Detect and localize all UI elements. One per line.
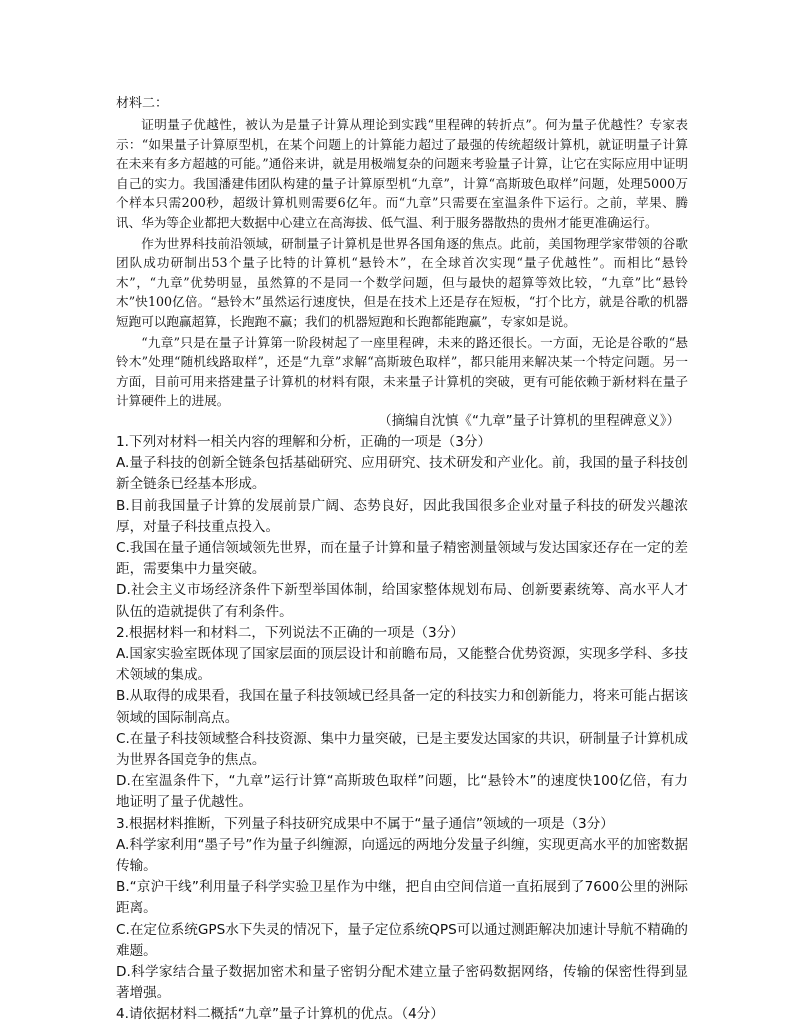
question-option-b: B.“京沪干线”利用量子科学实验卫星作为中继，把自由空间信道一直拓展到了7600公里的洲际距离。 [116, 879, 688, 917]
question-option-b: B.目前我国量子计算的发展前景广阔、态势良好，因此我国很多企业对量子科技的研发兴趣浓厚，对量子科技重点投入。 [116, 497, 688, 535]
question-option-d: D.社会主义市场经济条件下新型举国体制，给国家整体规划布局、创新要素统筹、高水平人才队伍的造就提供了有利条件。 [116, 582, 688, 620]
question-stem: 4.请依据材料二概括“九章”量子计算机的优点。（4分） [116, 1006, 444, 1023]
question-stem: 2.根据材料一和材料二，下列说法不正确的一项是（3分） [116, 624, 464, 641]
question-4 [116, 1004, 688, 1025]
question-3 [116, 814, 688, 1005]
question-stem: 1.下列对材料一相关内容的理解和分析，正确的一项是（3分） [116, 433, 492, 450]
question-1 [116, 432, 688, 623]
material-paragraph-2: 作为世界科技前沿领域，研制量子计算机是世界各国角逐的焦点。此前，美国物理学家带领的谷歌团队成功研制出53个量子比特的计算机“悬铃木”，在全球首次实现“量子优越性”。而相比“悬铃木”，“九章”优势明显，虽然算的不是同一个数学问题，但与最快的超算等效比较，“九章”比“悬铃木”快100亿倍。“悬铃木”虽然运行速度快，但是在技术上还是存在短板，“打个比方，就是谷歌的机器短跑可以跑赢超算，长跑跑不赢；我们的机器短跑和长跑都能跑赢”，专家如是说。 [116, 235, 688, 329]
question-option-a: A.国家实验室既体现了国家层面的顶层设计和前瞻布局，又能整合优势资源，实现多学科、多技术领域的集成。 [116, 645, 688, 684]
question-option-b: B.从取得的成果看，我国在量子科技领域已经具备一定的科技实力和创新能力，将来可能占据该领域的国际制高点。 [116, 688, 688, 726]
question-2 [116, 623, 688, 814]
question-option-c: C.在量子科技领域整合科技资源、集中力量突破，已是主要发达国家的共识，研制量子计算机成为世界各国竞争的焦点。 [116, 730, 688, 768]
question-option-d: D.在室温条件下，“九章”运行计算“高斯玻色取样”问题，比“悬铃木”的速度快100亿倍，有力地证明了量子优越性。 [116, 773, 688, 811]
material-paragraph-3: “九章”只是在量子计算第一阶段树起了一座里程碑，未来的路还很长。一方面，无论是谷歌的“悬铃木”处理“随机线路取样”，还是“九章”求解“高斯玻色取样”，都只能用来解决某一个特定问题。另一方面，目前可用来搭建量子计算机的材料有限，未来量子计算机的突破，更有可能依赖于新材料在量子计算硬件上的进展。 [116, 334, 688, 409]
question-option-a: A.量子科技的创新全链条包括基础研究、应用研究、技术研发和产业化。前，我国的量子科技创新全链条已经基本形成。 [116, 455, 688, 493]
question-stem: 3.根据材料推断，下列量子科技研究成果中不属于“量子通信”领域的一项是（3分） [116, 815, 614, 832]
material-heading: 材料二： [116, 96, 169, 111]
material-paragraph-1: 证明量子优越性，被认为是量子计算从理论到实践“里程碑的转折点”。何为量子优越性？专家表示：“如果量子计算原型机，在某个问题上的计算能力超过了最强的传统超级计算机，就证明量子计算在未来有多方超越的可能。”通俗来讲，就是用极端复杂的问题来考验量子计算，让它在实际应用中证明自己的实力。我国潘建伟团队构建的量子计算原型机“九章”，计算“高斯玻色取样”问题，处理5000万个样本只需200秒，超级计算机则需要6亿年。而“九章”只需要在室温条件下运行。之前，苹果、腾讯、华为等企业都把大数据中心建立在高海拔、低气温、利于服务器散热的贵州才能更准确运行。 [116, 117, 688, 230]
question-option-c: C.我国在量子通信领域领先世界，而在量子计算和量子精密测量领域与发达国家还存在一定的差距，需要集中力量突破。 [116, 539, 688, 578]
page-content [116, 94, 688, 1026]
question-option-a: A.科学家利用“墨子号”作为量子纠缠源，向遥远的两地分发量子纠缠，实现更高水平的加密数据传输。 [116, 836, 688, 874]
source-citation: （摘编自沈慎《“九章”量子计算机的里程碑意义》） [378, 413, 680, 429]
question-option-c: C.在定位系统GPS水下失灵的情况下，量子定位系统QPS可以通过测距解决加速计导航不精确的难题。 [116, 921, 688, 959]
question-option-d: D.科学家结合量子数据加密术和量子密钥分配术建立量子密码数据网络，传输的保密性得到显著增强。 [116, 963, 688, 1002]
